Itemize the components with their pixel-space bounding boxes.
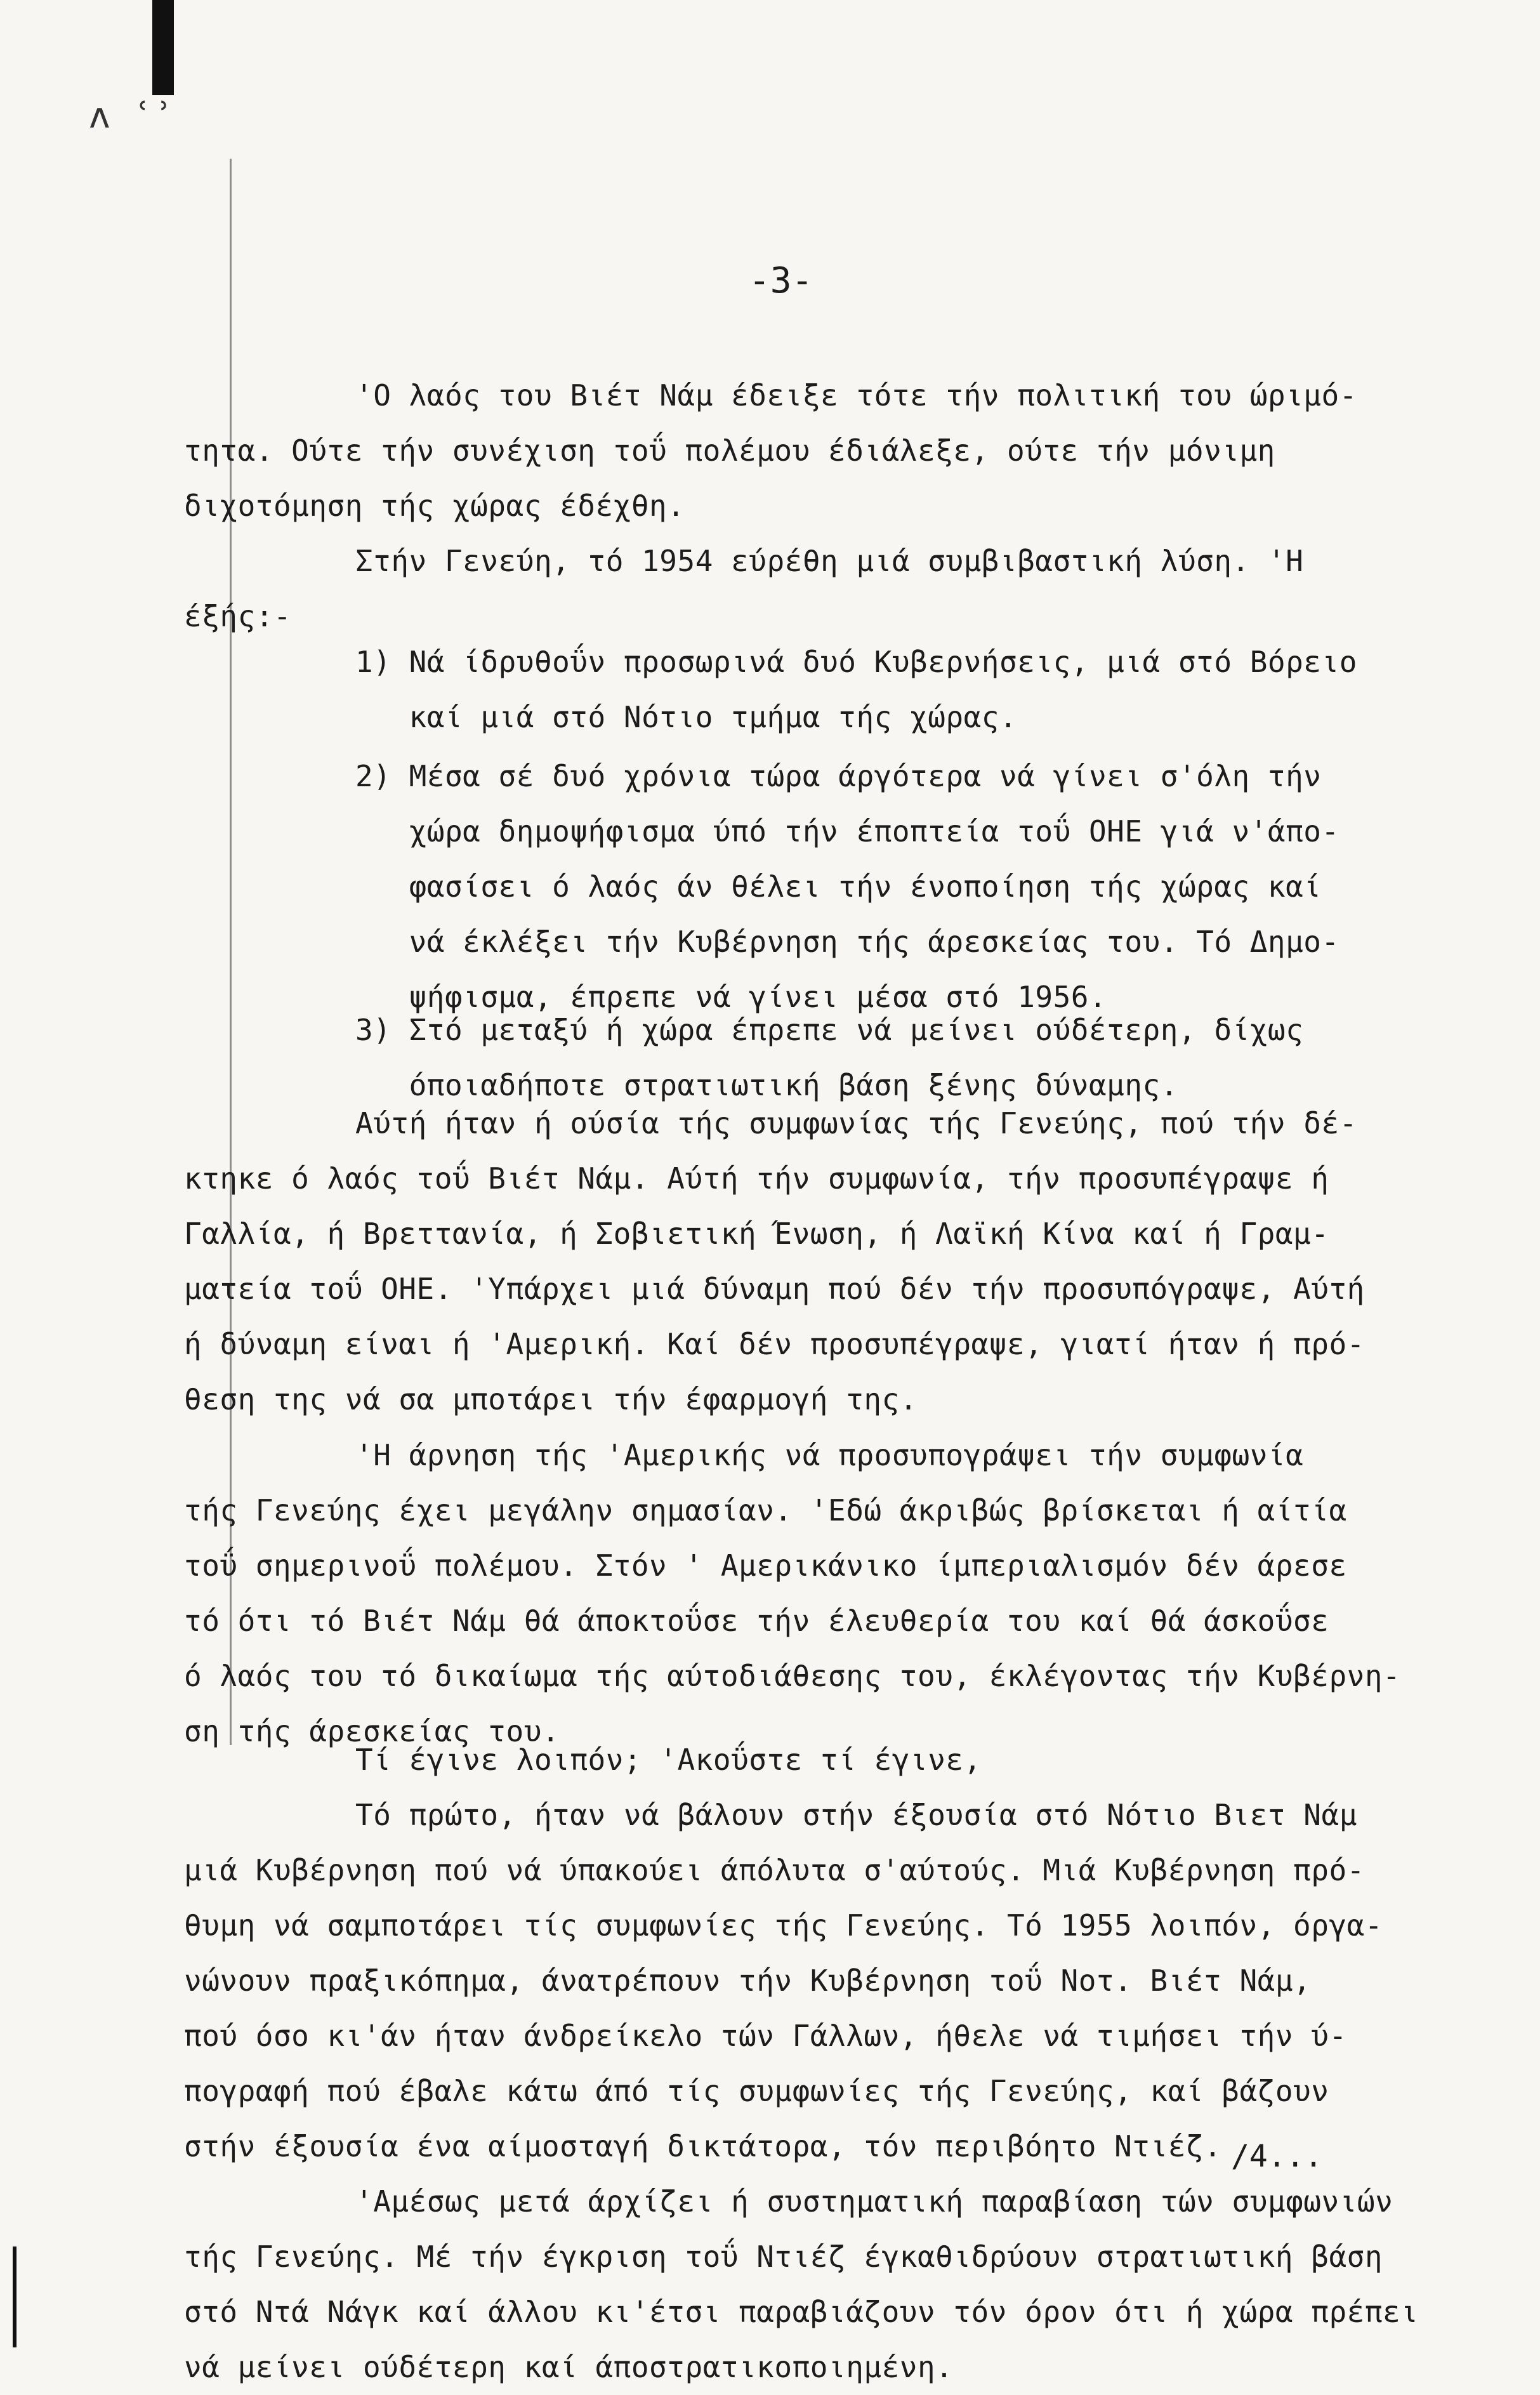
text-line: ψήφισμα, έπρεπε νά γίνει μέσα στό 1956. <box>355 980 1107 1014</box>
text-line: στήν έξουσία ένα αίμοσταγή δικτάτορα, τόν περιβόητο Ντιέζ. <box>184 2129 1222 2163</box>
text-line: Τό πρώτο, ήταν νά βάλουν στήν έξουσία στό Νότιο Βιετ Νάμ <box>355 1798 1357 1832</box>
margin-scribble: ʌ ʿʾ <box>89 95 174 136</box>
binding-mark <box>152 0 174 95</box>
text-line: Τί έγινε λοιπόν; 'Ακοΰστε τί έγινε, <box>355 1743 982 1777</box>
paragraph <box>184 1483 1400 1759</box>
text-line: στό Ντά Νάγκ καί άλλου κι'έτσι παραβιάζουν τόν όρον ότι ή χώρα πρέπει <box>184 2295 1419 2329</box>
text-line: ό λαός του τό δικαίωμα τής αύτοδιάθεσης του, έκλέγοντας τήν Κυβέρνη- <box>184 1659 1401 1693</box>
paragraph <box>184 1843 1383 2174</box>
paragraph <box>355 1788 1357 1843</box>
text-line: χώρα δημοψήφισμα ύπό τήν έποπτεία τοΰ ΟΗΕ γιά ν'άπο- <box>355 814 1339 848</box>
text-line: φασίσει ό λαός άν θέλει τήν ένοποίηση τής χώρας καί <box>355 869 1322 904</box>
text-line: διχοτόμηση τής χώρας έδέχθη. <box>184 489 685 523</box>
text-line: τητα. Ούτε τήν συνέχιση τοΰ πολέμου έδιάλεξε, ούτε τήν μόνιμη <box>184 433 1275 468</box>
text-line: καί μιά στό Νότιο τμήμα τής χώρας. <box>355 700 1018 734</box>
text-line: 'Ο λαός του Βιέτ Νάμ έδειξε τότε τήν πολιτική του ώριμό- <box>355 378 1357 412</box>
text-line: 2) Μέσα σέ δυό χρόνια τώρα άργότερα νά γίνει σ'όλη τήν <box>355 759 1322 793</box>
text-line: θυμη νά σαμποτάρει τίς συμφωνίες τής Γενεύης. Τό 1955 λοιπόν, όργα- <box>184 1908 1383 1943</box>
paragraph <box>184 423 1275 534</box>
text-line: όποιαδήποτε στρατιωτική βάση ξένης δύναμης. <box>355 1068 1178 1102</box>
text-line: 'Αμέσως μετά άρχίζει ή συστηματική παραβίαση τών συμφωνιών <box>355 2184 1393 2219</box>
text-line: ματεία τοΰ ΟΗΕ. 'Υπάρχει μιά δύναμη πού δέν τήν προσυπόγραψε, Αύτή <box>184 1272 1365 1306</box>
text-line: Στήν Γενεύη, τό 1954 εύρέθη μιά συμβιβαστική λύση. 'Η <box>355 544 1304 578</box>
text-line: Αύτή ήταν ή ούσία τής συμφωνίας τής Γενεύης, πού τήν δέ- <box>355 1106 1357 1140</box>
paragraph <box>355 635 1357 745</box>
text-line: θεση της νά σα μποτάρει τήν έφαρμογή της. <box>184 1382 918 1416</box>
paragraph <box>355 2174 1393 2229</box>
continuation-marker: /4... <box>1231 2139 1323 2174</box>
text-line: πού όσο κι'άν ήταν άνδρείκελο τών Γάλλων, ήθελε νά τιμήσει τήν ύ- <box>184 2019 1347 2053</box>
text-line: νά έκλέξει τήν Κυβέρνηση τής άρεσκείας του. Τό Δημο- <box>355 925 1339 959</box>
text-line: Γαλλία, ή Βρεττανία, ή Σοβιετική Ένωση, ή Λαϊκή Κίνα καί ή Γραμ- <box>184 1217 1329 1251</box>
text-line: νώνουν πραξικόπημα, άνατρέπουν τήν Κυβέρνηση τοΰ Νοτ. Βιέτ Νάμ, <box>184 1963 1312 1998</box>
text-line: τής Γενεύης. Μέ τήν έγκριση τοΰ Ντιέζ έγκαθιδρύουν στρατιωτική βάση <box>184 2240 1383 2274</box>
binding-mark <box>13 2247 16 2347</box>
text-line: τής Γενεύης έχει μεγάλην σημασίαν. 'Εδώ άκριβώς βρίσκεται ή αίτία <box>184 1493 1347 1527</box>
text-line: 1) Νά ίδρυθοΰν προσωρινά δυό Κυβερνήσεις, μιά στό Βόρειο <box>355 645 1357 679</box>
paragraph <box>355 534 1303 589</box>
text-line: ση τής άρεσκείας του. <box>184 1714 560 1748</box>
paragraph <box>355 1428 1303 1483</box>
text-line: τό ότι τό Βιέτ Νάμ θά άποκτοΰσε τήν έλευθερία του καί θά άσκοΰσε <box>184 1604 1329 1638</box>
text-line: πογραφή πού έβαλε κάτω άπό τίς συμφωνίες τής Γενεύης, καί βάζουν <box>184 2074 1329 2108</box>
paragraph <box>355 749 1339 1025</box>
paragraph <box>184 589 291 644</box>
text-line: μιά Κυβέρνηση πού νά ύπακούει άπόλυτα σ'αύτούς. Μιά Κυβέρνηση πρό- <box>184 1853 1365 1887</box>
text-line: τοΰ σημερινοΰ πολέμου. Στόν ' Αμερικάνικο ίμπεριαλισμόν δέν άρεσε <box>184 1548 1347 1583</box>
paragraph <box>184 2229 1418 2395</box>
page-number: -3- <box>749 260 813 301</box>
paragraph <box>355 368 1357 423</box>
text-line: 'Η άρνηση τής 'Αμερικής νά προσυπογράψει τήν συμφωνία <box>355 1438 1304 1472</box>
text-line: κτηκε ό λαός τοΰ Βιέτ Νάμ. Αύτή τήν συμφωνία, τήν προσυπέγραψε ή <box>184 1161 1329 1196</box>
paragraph <box>355 1096 1357 1151</box>
paragraph <box>355 1732 982 1788</box>
text-line: νά μείνει ούδέτερη καί άποστρατικοποιημένη. <box>184 2350 954 2384</box>
text-line: 3) Στό μεταξύ ή χώρα έπρεπε νά μείνει ούδέτερη, δίχως <box>355 1013 1304 1047</box>
text-line: έξής:- <box>184 599 292 633</box>
paragraph <box>184 1151 1365 1427</box>
text-line: ή δύναμη είναι ή 'Αμερική. Καί δέν προσυπέγραψε, γιατί ήταν ή πρό- <box>184 1327 1365 1361</box>
